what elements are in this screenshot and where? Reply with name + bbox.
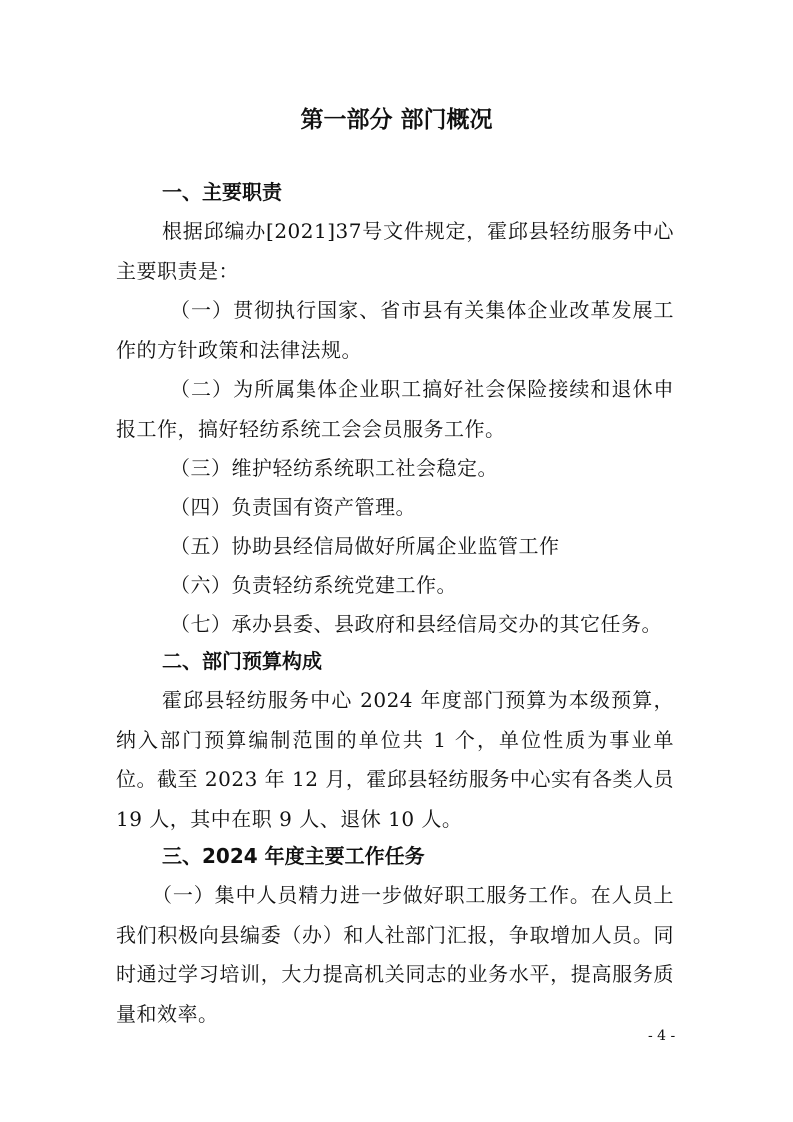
section-heading-main-duties: 一、主要职责 xyxy=(162,180,282,204)
budget-composition-paragraph: 霍邱县轻纺服务中心 2024 年度部门预算为本级预算，纳入部门预算编制范围的单位共 1 个，单位性质为事业单位。截至 2023 年 12 月，霍邱县轻纺服务中心实有各类人员 19 人，其中在职 9 人、退休 10 人。 xyxy=(116,688,674,831)
duty-item-4: （四）负责国有资产管理。 xyxy=(170,495,416,519)
duty-item-3: （三）维护轻纺系统职工社会稳定。 xyxy=(170,456,498,480)
duty-item-6: （六）负责轻纺系统党建工作。 xyxy=(170,573,457,597)
page-title: 第一部分 部门概况 xyxy=(300,107,493,133)
duty-item-5: （五）协助县经信局做好所属企业监管工作 xyxy=(170,534,560,558)
duty-item-1: （一）贯彻执行国家、省市县有关集体企业改革发展工作的方针政策和法律法规。 xyxy=(116,298,674,362)
page-number: - 4 - xyxy=(648,1028,676,1044)
duty-item-2: （二）为所属集体企业职工搞好社会保险接续和退休申报工作，搞好轻纺系统工会会员服务工作。 xyxy=(116,377,674,441)
section-heading-work-tasks: 三、2024 年度主要工作任务 xyxy=(162,844,425,868)
duty-item-7: （七）承办县委、县政府和县经信局交办的其它任务。 xyxy=(170,612,662,636)
section-heading-budget-composition: 二、部门预算构成 xyxy=(162,649,322,673)
work-task-paragraph: （一）集中人员精力进一步做好职工服务工作。在人员上我们积极向县编委（办）和人社部门汇报，争取增加人员。同时通过学习培训，大力提高机关同志的业务水平，提高服务质量和效率。 xyxy=(116,883,674,1026)
duties-intro-paragraph: 根据邱编办[2021]37号文件规定，霍邱县轻纺服务中心主要职责是： xyxy=(116,219,674,283)
